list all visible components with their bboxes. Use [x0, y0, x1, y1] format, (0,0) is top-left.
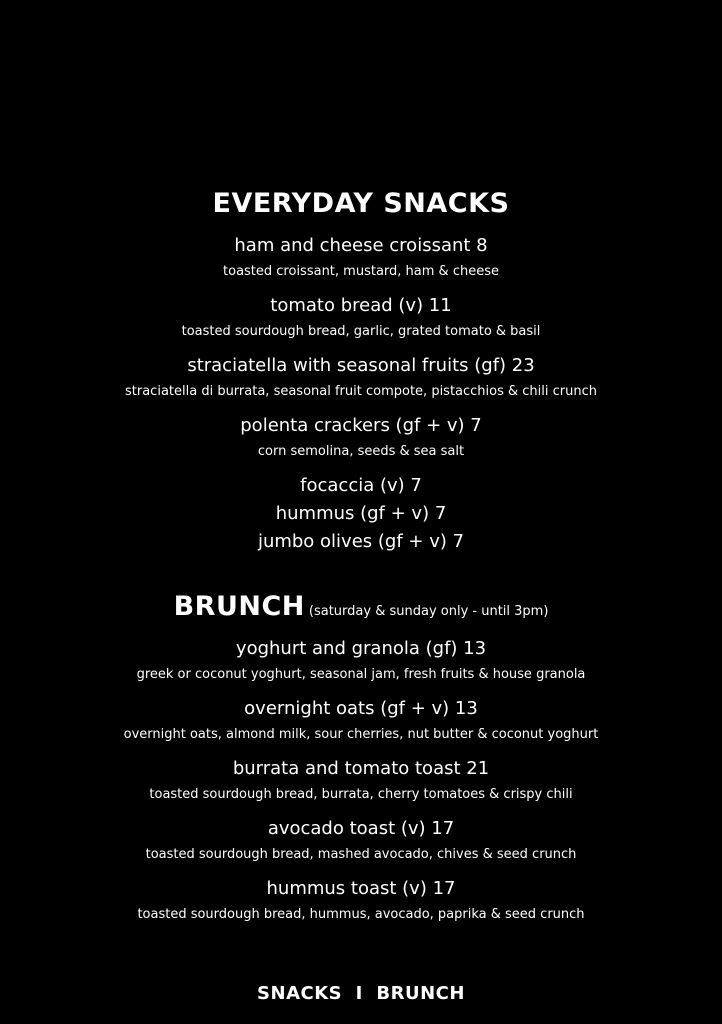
menu-item-description: toasted sourdough bread, mashed avocado, chives & seed crunch — [145, 847, 577, 862]
menu-item-description: greek or coconut yoghurt, seasonal jam, fresh fruits & house granola — [136, 667, 586, 682]
brunch-heading: BRUNCH — [173, 591, 305, 622]
menu-item-name: hummus toast (v) 17 — [266, 878, 456, 899]
menu-item-description: toasted croissant, mustard, ham & cheese — [223, 264, 499, 279]
menu-item-name: tomato bread (v) 11 — [270, 295, 452, 316]
menu-item-name: polenta crackers (gf + v) 7 — [240, 415, 482, 436]
menu-item-name: avocado toast (v) 17 — [267, 818, 455, 839]
brunch-availability-note: (saturday & sunday only - until 3pm) — [308, 604, 549, 619]
menu-item-name: jumbo olives (gf + v) 7 — [257, 531, 465, 552]
menu-item-description: corn semolina, seeds & sea salt — [257, 444, 465, 459]
everyday-snacks-heading: EVERYDAY SNACKS — [212, 188, 510, 219]
menu-item-name: burrata and tomato toast 21 — [232, 758, 490, 779]
menu-item-description: straciatella di burrata, seasonal fruit compote, pistacchios & chili crunch — [125, 384, 597, 399]
menu-item-name: hummus (gf + v) 7 — [275, 503, 447, 524]
menu-item-name: overnight oats (gf + v) 13 — [244, 698, 478, 719]
menu-item-description: toasted sourdough bread, hummus, avocado, paprika & seed crunch — [137, 907, 585, 922]
menu-item-description: toasted sourdough bread, garlic, grated tomato & basil — [181, 324, 541, 339]
menu-item-name: yoghurt and granola (gf) 13 — [235, 638, 487, 659]
menu-item-name: ham and cheese croissant 8 — [234, 235, 488, 256]
menu-item-name: straciatella with seasonal fruits (gf) 23 — [187, 355, 535, 376]
menu-item-description: overnight oats, almond milk, sour cherries, nut butter & coconut yoghurt — [123, 727, 599, 742]
menu-item-name: focaccia (v) 7 — [300, 475, 422, 496]
menu-item-description: toasted sourdough bread, burrata, cherry tomatoes & crispy chili — [149, 787, 573, 802]
menu-footer: SNACKS I BRUNCH — [257, 983, 465, 1004]
brunch-heading-row — [0, 590, 722, 629]
